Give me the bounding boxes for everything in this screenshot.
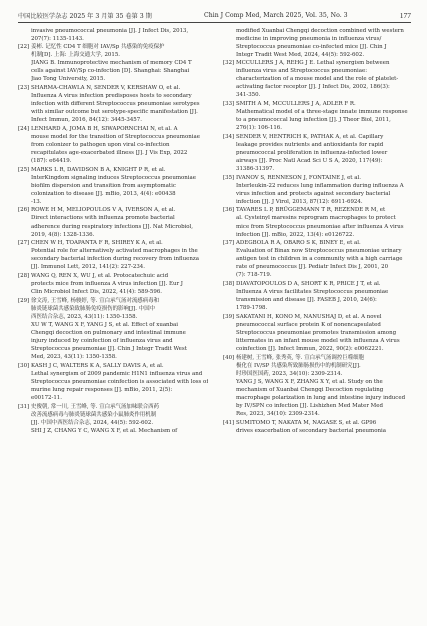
reference-number: [35] (223, 174, 235, 181)
reference-line: e00172-11. (31, 394, 63, 401)
reference-line: 史俊朝, 常一川, 王雪峰, 等. 宣白承气汤加味联合西药 (31, 403, 160, 410)
reference-line: KASH J C, WALTERS K A, SALLY DAVIS A, et al. (31, 362, 164, 369)
reference-line: macrophage polarization in lung and intestine injury induced (236, 394, 406, 401)
running-header (18, 8, 411, 22)
reference-line: SHARMA-CHAWLA N, SENDER V, KERSHAW O, et al. (31, 84, 181, 91)
reference-entry (18, 272, 204, 296)
reference-entry (223, 419, 409, 435)
reference-entry (18, 125, 204, 165)
reference-line: pneumococcal surface protein K of nonencapsulated (236, 321, 381, 328)
continued-reference-line: invasive pneumococcal pneumonia [J]. J Infect Dis, 2013, (31, 28, 189, 34)
reference-line: transmission and disease [J]. FASEB J, 2010, 24(6): (236, 297, 377, 304)
reference-line: pneumococcal proliferation in influenza-infected lower (236, 149, 388, 156)
reference-line: cells against IAV/Sp co-infection [D]. Shanghai: Shanghai (31, 68, 190, 75)
reference-line: mechanism of Xuanbai Chengqi Decoction regulating (236, 386, 384, 393)
reference-entry (223, 100, 409, 132)
reference-number: [22] (18, 44, 30, 51)
reference-line: injury induced by coinfection of influenza virus and (31, 337, 173, 344)
reference-number: [33] (223, 101, 235, 108)
reference-line: YANG J S, WANG X F, ZHANG X Y, et al. Study on the (236, 378, 383, 385)
reference-number: [34] (223, 133, 235, 140)
reference-line: 杨建树, 王雪峰, 张秀英, 等. 宣白承气汤调控巨噬细胞 (236, 354, 365, 361)
reference-number: [30] (18, 362, 30, 369)
journal-title-en: Chin J Comp Med, March 2025, Vol. 35, No. 3 (204, 11, 348, 19)
reference-line: Clin Microbiol Infect Dis, 2022, 41(4): 589-596. (31, 289, 163, 296)
reference-line: JIANG B. Immunoprotective mechanism of memory CD4 T (31, 60, 192, 67)
continued-reference-line: Streptococcus pneumoniae co-infected mice [J]. Chin J (236, 44, 387, 51)
reference-line: Direct interactions with influenza promote bacterial (31, 215, 175, 222)
reference-line: infection [J]. mBio, 2022, 13(4): e0126722. (236, 231, 355, 238)
reference-line: Influenza A virus facilitates Streptococcus pneumoniae (236, 289, 389, 296)
reference-line: 341-350. (236, 92, 261, 99)
reference-number: [39] (223, 313, 235, 320)
continued-reference-line: modified Xuanbai Chengqi decoction combined with western (236, 28, 404, 34)
continued-reference-line: 207(7): 1135-1143. (31, 36, 84, 43)
reference-line: MARKS L R, DAVIDSON B A, KNIGHT P R, et al. (31, 166, 166, 173)
reference-number: [37] (223, 240, 235, 247)
right-column (223, 27, 409, 435)
reference-entry (18, 362, 209, 402)
reference-entry (223, 313, 409, 353)
continued-reference-line: Integr Tradit West Med, 2024, 44(5): 592-602. (236, 52, 365, 59)
reference-line: LENHARD A, JOMA B H, SIWAPORNCHAI N, et al. A (31, 125, 178, 132)
reference-entry (223, 59, 409, 99)
reference-line: MCCULLERS J A, REHG J E. Lethal synergism between (236, 60, 390, 67)
reference-line: influenza virus and Streptococcus pneumoniae: (236, 68, 368, 75)
reference-line: TAVARES L P, BRÜGGEMANN T R, REZENDE R M, et (236, 207, 386, 214)
reference-line: Res, 2023, 34(10): 2309-2314. (236, 410, 320, 417)
reference-number: [38] (223, 281, 235, 288)
header-rule (18, 22, 411, 23)
reference-number: [41] (223, 419, 235, 426)
reference-line: Jiao Tong University, 2015. (31, 76, 106, 83)
reference-line: Interleukin-22 reduces lung inflammation during influenza A (236, 182, 404, 189)
reference-line: ADEGBOLA R A, OBARO S K, BINEY E, et al. (236, 240, 361, 247)
reference-entry (223, 174, 409, 206)
reference-number: [26] (18, 207, 30, 214)
reference-entry (223, 239, 409, 279)
reference-line: Streptococcus pneumoniae [J]. Chin J Integr Tradit West (31, 345, 187, 352)
reference-line: Med, 2023, 43(11): 1350-1358. (31, 354, 117, 361)
reference-line: rate of pneumococcus [J]. Pediatr Infect Dis J, 2001, 20 (236, 264, 389, 271)
reference-line: 肺炎链球菌共感染致肺肠免疫损伤的影响[J]. 中国中 (31, 305, 156, 312)
reference-line: secondary bacterial infection during recovery from influenza (31, 256, 199, 263)
reference-line: from colonizer to pathogen upon viral co-infection (31, 141, 170, 148)
reference-line: by IV/SPN co infection [J]. Lishizhen Med Mater Med (236, 402, 383, 409)
reference-line: Mathematical model of a three-stage innate immune response (236, 109, 408, 116)
reference-line: activating factor receptor [J]. J Infect Dis, 2002, 186(3): (236, 84, 390, 91)
reference-entry (223, 133, 409, 173)
reference-line: leakage provides nutrients and antioxidants for rapid (236, 141, 384, 148)
reference-line: Infect Immun, 2016, 84(12): 3445-3457. (31, 117, 142, 124)
reference-line: [J]. Immunol Lett, 2012, 141(2): 227-234. (31, 264, 145, 271)
reference-line: SENDER V, HENTRICH K, PATHAK A, et al. Capillary (236, 133, 384, 140)
reference-line: to a pneumococcal lung infection [J]. J Theor Biol, 2011, (236, 117, 391, 124)
reference-line: airways [J]. Proc Natl Acad Sci U S A, 2020, 117(49): (236, 157, 383, 164)
reference-line: 西医结合杂志, 2023, 43(11): 1350-1358. (31, 313, 138, 320)
reference-line: mouse model for the transition of Streptococcus pneumoniae (31, 133, 200, 140)
reference-line: mice from Streptococcus pneumoniae after influenza A virus (236, 223, 404, 230)
reference-line: XU W T, WANG X F, YANG J S, et al. Effect of xuanbai (31, 321, 179, 328)
reference-entry (223, 280, 409, 312)
reference-entry (18, 166, 204, 206)
reference-line: characterization of a mouse model and the role of platelet- (236, 76, 399, 83)
reference-line: protects mice from influenza A virus infection [J]. Eur J (31, 281, 183, 288)
reference-line: SAKATANI H, KONO M, NANUSHAJ D, et al. A novel (236, 313, 382, 320)
reference-line: 2019, 4(8): 1328-1336. (31, 231, 95, 238)
reference-number: [29] (18, 297, 30, 304)
reference-number: [31] (18, 403, 30, 410)
reference-line: Evaluation of Binax now Streptococcus pneumoniae urinary (236, 248, 402, 255)
reference-entry (18, 297, 204, 361)
page-number: 177 (399, 10, 411, 20)
reference-line: SUMITOMO T, NAKATA M, NAGASE S, et al. GP96 (236, 419, 377, 426)
reference-line: Influenza A virus infection predisposes hosts to secondary (31, 92, 192, 99)
reference-line: recapitulates age-exacerbated illness [J]. J Vis Exp, 2022 (31, 149, 188, 156)
reference-line: 极化在 IV/SP 共感染所致肺肠损伤中的机制研究[J]. (236, 362, 361, 369)
reference-line: infection [J]. J Virol, 2013, 87(12): 6911-6924. (236, 198, 363, 205)
reference-entry (223, 354, 409, 418)
reference-line: CHEN W H, TOAPANTA F R, SHIREY K A, et al. (31, 240, 163, 247)
reference-line: Chengqi decoction on pulmonary and intestinal immune (31, 329, 186, 336)
reference-line: virus infection and protects against secondary bacterial (236, 190, 391, 197)
reference-line: 改善流感病毒与肺炎链球菌共感染小鼠肺炎作用机制 (31, 411, 157, 418)
reference-line: InterKingdom signaling induces Streptococcus pneumoniae (31, 174, 196, 181)
reference-line: Lethal synergism of 2009 pandemic H1N1 influenza virus and (31, 370, 203, 377)
reference-line: infection with different Streptococcus pneumoniae serotypes (31, 101, 200, 108)
reference-line: littermates in an infant mouse model with influenza A virus (236, 337, 400, 344)
reference-line: Streptococcus pneumoniae coinfection is associated with loss of (31, 378, 209, 385)
reference-line: drives exacerbation of secondary bacterial pneumonia (236, 427, 386, 434)
reference-line: Potential role for alternatively activated macrophages in the (31, 248, 198, 255)
reference-number: [40] (223, 354, 235, 361)
reference-line: coinfection [J]. Infect Immun, 2022, 90(2): e0062221. (236, 345, 384, 352)
reference-entry (18, 43, 204, 83)
reference-number: [32] (223, 60, 235, 67)
reference-line: 机制[D]. 上海: 上海交通大学, 2015. (31, 52, 121, 59)
reference-line: 31386-31397. (236, 165, 275, 172)
reference-number: [25] (18, 166, 30, 173)
reference-number: [23] (18, 84, 30, 91)
reference-line: colonization to disease [J]. mBio, 2013, 4(4): e00438 (31, 190, 176, 197)
reference-entry (223, 206, 409, 238)
reference-line: 姜彬. 记忆性 CD4 T 细胞对 IAV/Sp 共感染的免疫保护 (31, 44, 165, 51)
reference-number: [28] (18, 272, 30, 279)
reference-line: (187): e64419. (31, 157, 72, 164)
reference-line: 276(1): 106-116. (236, 125, 282, 132)
reference-line: 时珍国医国药, 2023, 34(10): 2309-2314. (236, 370, 343, 377)
continued-reference-line: medicine in improving pneumonia in influenza virus/ (236, 36, 382, 43)
reference-entry (18, 403, 204, 435)
journal-title-cn: 中国比较医学杂志 2025 年 3 月第 35 卷第 3 期 (18, 12, 152, 20)
reference-entry (18, 206, 204, 238)
reference-line: 1789-1798. (236, 305, 268, 312)
reference-line: WANG Q, REN X, WU J, et al. Protocatechuic acid (31, 272, 169, 279)
reference-line: al. Cysteinyl maresins reprogram macrophages to protect (236, 215, 396, 222)
reference-line: with similar outcome but serotype-specific manifestation [J]. (31, 109, 198, 116)
reference-line: SHI J Z, CHANG Y C, WANG X F, et al. Mechanism of (31, 427, 178, 434)
reference-line: antigen test in children in a community with a high carriage (236, 256, 403, 263)
reference-line: biofilm dispersion and transition from asymptomatic (31, 182, 176, 189)
reference-number: [24] (18, 125, 30, 132)
reference-line: IVANOV S, RENNESON J, FONTAINE J, et al. (236, 174, 361, 181)
reference-number: [27] (18, 240, 30, 247)
reference-line: 徐文涛, 王雪峰, 杨骏婷, 等. 宣白承气汤对流感病毒和 (31, 297, 160, 304)
reference-entry (18, 84, 204, 124)
reference-line: murine lung repair responses [J]. mBio, 2011, 2(5): (31, 386, 173, 393)
reference-line: -13. (31, 198, 42, 205)
reference-line: Streptococcus pneumoniae promotes transmission among (236, 329, 397, 336)
left-column (18, 27, 209, 435)
reference-line: DIAVATOPOULOS D A, SHORT K R, PRICE J T, et al. (236, 281, 381, 288)
reference-entry (18, 239, 204, 271)
reference-line: SMITH A M, MCCULLERS J A, ADLER F R. (236, 101, 356, 108)
reference-line: [J]. 中国中西医结合杂志, 2024, 44(5): 592-602. (31, 419, 154, 426)
reference-line: adherence during respiratory infections [J]. Nat Microbiol, (31, 223, 194, 230)
reference-line: (7): 718-719. (236, 272, 272, 279)
reference-line: ROWE H M, MELIOPOULOS V A, IVERSON A, et al. (31, 207, 176, 214)
reference-number: [36] (223, 207, 235, 214)
